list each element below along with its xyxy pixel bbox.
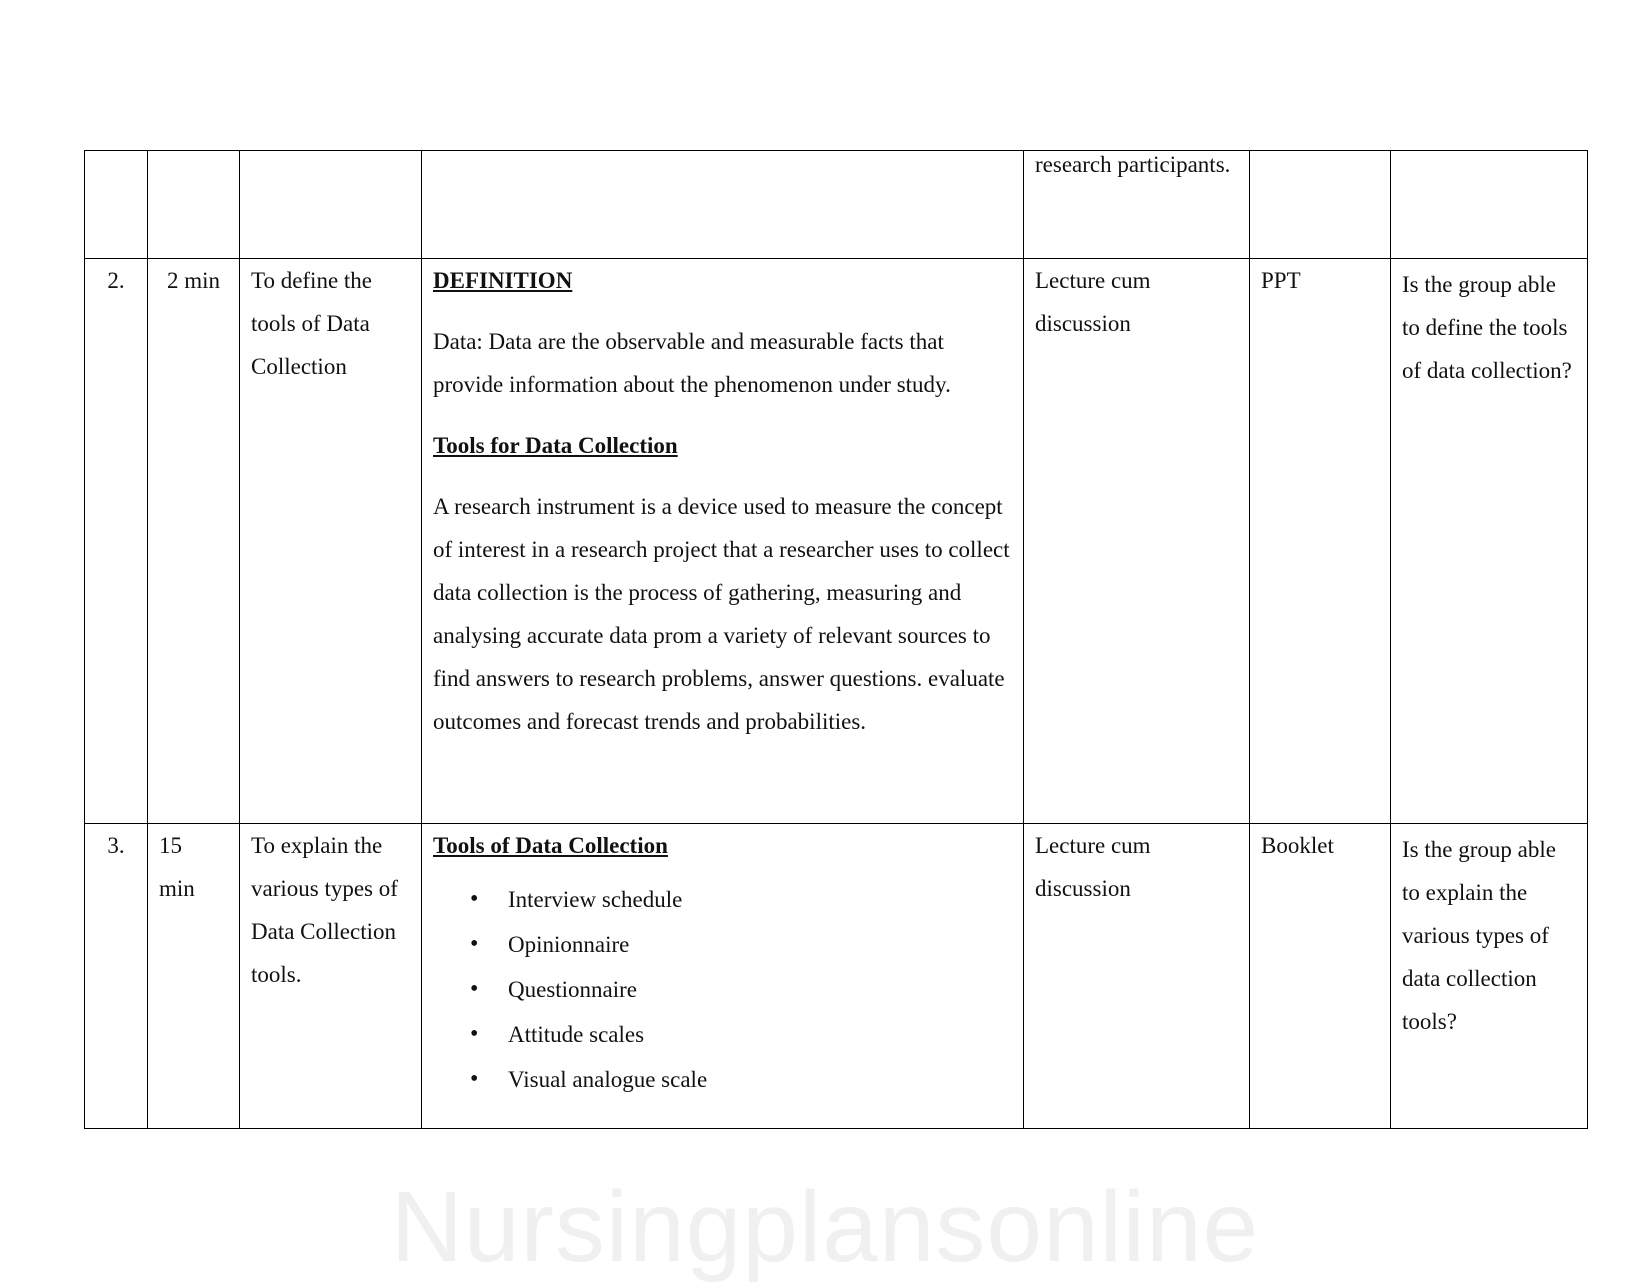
tools-list: [433, 877, 1012, 1102]
list-item: • Opinionnaire: [508, 922, 1012, 967]
spacer: [433, 467, 1012, 485]
spacer: [433, 406, 1012, 424]
lesson-plan-table: [84, 150, 1588, 1129]
list-item: • Questionnaire: [508, 967, 1012, 1012]
table-row: [85, 824, 1588, 1129]
cell-evaluation: Is the group able to explain the various types of data collection tools?: [1391, 824, 1588, 1129]
table-row: [85, 151, 1588, 259]
list-item: • Interview schedule: [508, 877, 1012, 922]
list-item: • Attitude scales: [508, 1012, 1012, 1057]
cell-duration: [148, 151, 240, 259]
cell-av-aid: [1250, 151, 1391, 259]
cell-duration: 2 min: [148, 259, 240, 824]
cell-av-aid: Booklet: [1250, 824, 1391, 1129]
tools-list-heading: Tools of Data Collection: [433, 833, 668, 858]
cell-number: [85, 151, 148, 259]
cell-number: 3.: [85, 824, 148, 1129]
cell-duration: [148, 824, 240, 1129]
cell-evaluation: [1391, 151, 1588, 259]
method-text: research participants.: [1035, 152, 1231, 177]
cell-content: [422, 259, 1024, 824]
cell-content: [422, 824, 1024, 1129]
definition-heading: DEFINITION: [433, 268, 573, 293]
tools-heading: Tools for Data Collection: [433, 433, 678, 458]
cell-objective: [240, 151, 422, 259]
cell-evaluation: Is the group able to define the tools of data collection?: [1391, 259, 1588, 824]
cell-objective: To explain the various types of Data Collection tools.: [240, 824, 422, 1129]
cell-number: 2.: [85, 259, 148, 824]
instrument-paragraph: A research instrument is a device used to measure the concept of interest in a research project that a researcher uses to collect data collection is the process of gathering, measuring and analysing accurate data prom a variety of relevant sources to find answers to research problems, answer questions. evaluate outcomes and forecast trends and probabilities.: [433, 494, 1010, 734]
cell-objective: To define the tools of Data Collection: [240, 259, 422, 824]
cell-content: [422, 151, 1024, 259]
watermark: Nursingplansonline: [390, 1171, 1260, 1283]
cell-av-aid: PPT: [1250, 259, 1391, 824]
table-row: [85, 259, 1588, 824]
definition-paragraph: Data: Data are the observable and measurable facts that provide information about the phenomenon under study.: [433, 329, 951, 397]
duration-text: 15 min: [159, 833, 195, 901]
cell-method: Lecture cum discussion: [1024, 259, 1250, 824]
cell-method: Lecture cum discussion: [1024, 824, 1250, 1129]
cell-method: [1024, 151, 1250, 259]
list-item: • Visual analogue scale: [508, 1057, 1012, 1102]
spacer: [433, 302, 1012, 320]
